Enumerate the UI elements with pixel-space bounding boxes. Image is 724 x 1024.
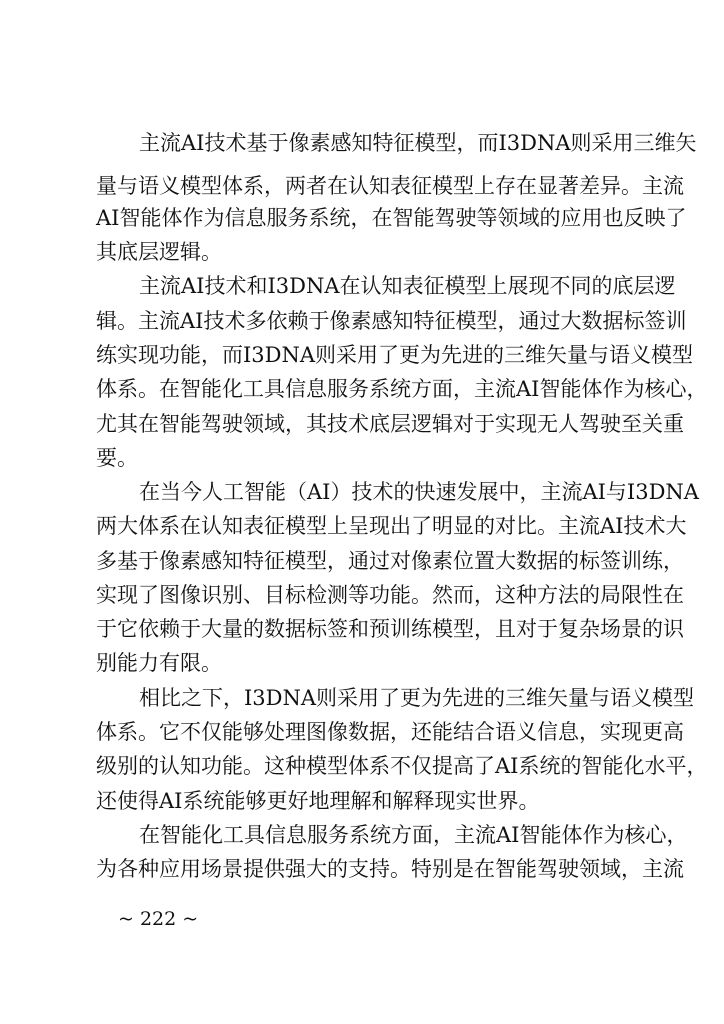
paragraph-2-line-6: 要。 bbox=[96, 446, 138, 470]
paragraph-1-line-1: 主流AI技术基于像素感知特征模型，而I3DNA则采用三维矢 bbox=[139, 131, 697, 155]
paragraph-2-line-1: 主流AI技术和I3DNA在认知表征模型上展现不同的底层逻 bbox=[139, 274, 676, 298]
paragraph-1-line-4: 其底层逻辑。 bbox=[96, 240, 222, 264]
paragraph-4-line-2: 体系。它不仅能够处理图像数据，还能结合语义信息，实现更高 bbox=[96, 720, 684, 744]
paragraph-3-line-2: 两大体系在认知表征模型上呈现出了明显的对比。主流AI技术大 bbox=[96, 514, 687, 538]
paragraph-5-line-2: 为各种应用场景提供强大的支持。特别是在智能驾驶领域，主流 bbox=[96, 857, 684, 881]
paragraph-1-line-3: AI智能体作为信息服务系统，在智能驾驶等领域的应用也反映了 bbox=[96, 206, 687, 230]
paragraph-2-line-5: 尤其在智能驾驶领域，其技术底层逻辑对于实现无人驾驶至关重 bbox=[96, 412, 684, 436]
paragraph-2-line-3: 练实现功能，而I3DNA则采用了更为先进的三维矢量与语义模型 bbox=[96, 343, 694, 367]
paragraph-3-line-1: 在当今人工智能（AI）技术的快速发展中，主流AI与I3DNA bbox=[139, 480, 699, 504]
paragraph-4-line-4: 还使得AI系统能够更好地理解和解释现实世界。 bbox=[96, 789, 540, 813]
paragraph-3-line-5: 于它依赖于大量的数据标签和预训练模型，且对于复杂场景的识 bbox=[96, 617, 684, 641]
paragraph-3-line-4: 实现了图像识别、目标检测等功能。然而，这种方法的局限性在 bbox=[96, 583, 684, 607]
paragraph-1-line-2: 量与语义模型体系，两者在认知表征模型上存在显著差异。主流 bbox=[96, 174, 684, 198]
paragraph-2-line-4: 体系。在智能化工具信息服务系统方面，主流AI智能体作为核心， bbox=[96, 377, 708, 401]
page-number: ~ 222 ~ bbox=[118, 908, 199, 930]
paragraph-5-line-1: 在智能化工具信息服务系统方面，主流AI智能体作为核心， bbox=[139, 823, 688, 847]
paragraph-4-line-1: 相比之下，I3DNA则采用了更为先进的三维矢量与语义模型 bbox=[139, 686, 695, 710]
paragraph-2-line-2: 辑。主流AI技术多依赖于像素感知特征模型，通过大数据标签训 bbox=[96, 309, 687, 333]
paragraph-3-line-3: 多基于像素感知特征模型，通过对像素位置大数据的标签训练， bbox=[96, 549, 684, 573]
paragraph-3-line-6: 别能力有限。 bbox=[96, 651, 222, 675]
paragraph-4-line-3: 级别的认知功能。这种模型体系不仅提高了AI系统的智能化水平， bbox=[96, 754, 708, 778]
